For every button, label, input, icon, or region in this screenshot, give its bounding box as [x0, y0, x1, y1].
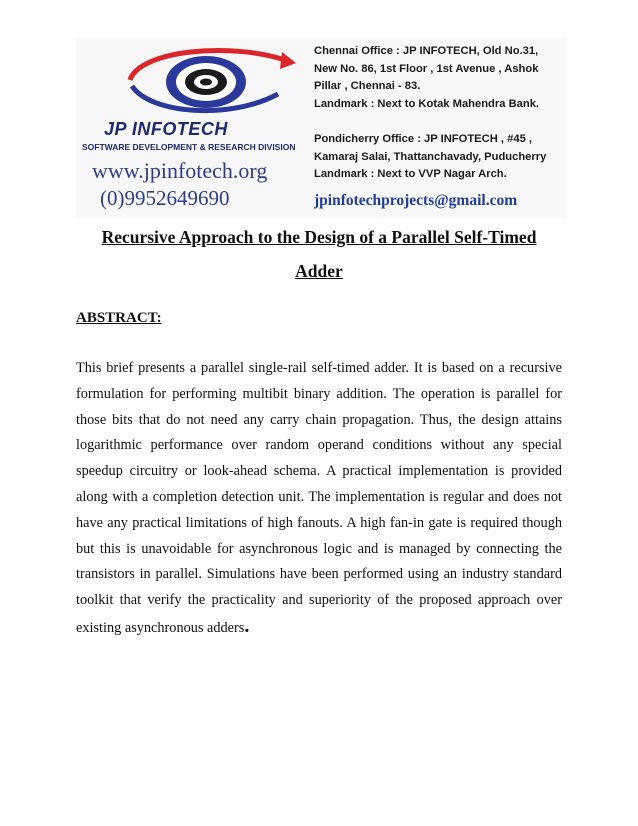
pondicherry-office-address [314, 131, 566, 184]
chennai-office-address [314, 43, 566, 113]
company-brand: JP INFOTECH [104, 119, 228, 139]
paper-title [60, 220, 578, 288]
address-line: Landmark : Next to VVP Nagar Arch. [314, 168, 507, 180]
company-division: SOFTWARE DEVELOPMENT & RESEARCH DIVISION [82, 142, 296, 152]
abstract-text: This brief presents a parallel single-rail self-timed adder. It is based on a recursive formulation for performing multibit binary addition. The operation is parallel for those bits that do not need any carry chain propagation. Thus, the design attains logarithmic performance over random operand conditions without any special speedup circuitry or look-ahead schema. A practical implementation is provided along with a completion detection unit. The implementation is regular and does not have any practical limitations of high fanouts. A high fan-in gate is required though but this is unavoidable for asynchronous logic and is managed by connecting the transistors in parallel. Simulations have been performed using an industry standard toolkit that verify the practicality and superiority of the proposed approach over existing asynchronous adders [76, 360, 562, 636]
address-line: Landmark : Next to Kotak Mahendra Bank. [314, 97, 540, 110]
company-website[interactable]: www.jpinfotech.org [92, 158, 268, 183]
title-line: Recursive Approach to the Design of a Parallel Self-Timed [101, 227, 537, 247]
abstract-body [76, 356, 562, 642]
address-line: Chennai Office : JP INFOTECH, Old No.31, [314, 45, 539, 57]
company-email[interactable]: jpinfotechprojects@gmail.com [314, 192, 518, 209]
abstract-end-period: . [244, 614, 250, 637]
title-line: Adder [295, 261, 343, 281]
header-banner [76, 38, 566, 218]
address-line: Kamaraj Salai, Thattanchavady, Puducherry [314, 150, 547, 163]
address-line: Pillar , Chennai - 83. [314, 80, 421, 92]
abstract-heading: ABSTRACT: [76, 310, 162, 326]
address-line: New No. 86, 1st Floor , 1st Avenue , Ashok [314, 62, 539, 75]
company-phone: (0)9952649690 [100, 186, 230, 210]
address-line: Pondicherry Office : JP INFOTECH , #45 , [314, 133, 533, 145]
jp-infotech-logo-icon [110, 42, 300, 124]
